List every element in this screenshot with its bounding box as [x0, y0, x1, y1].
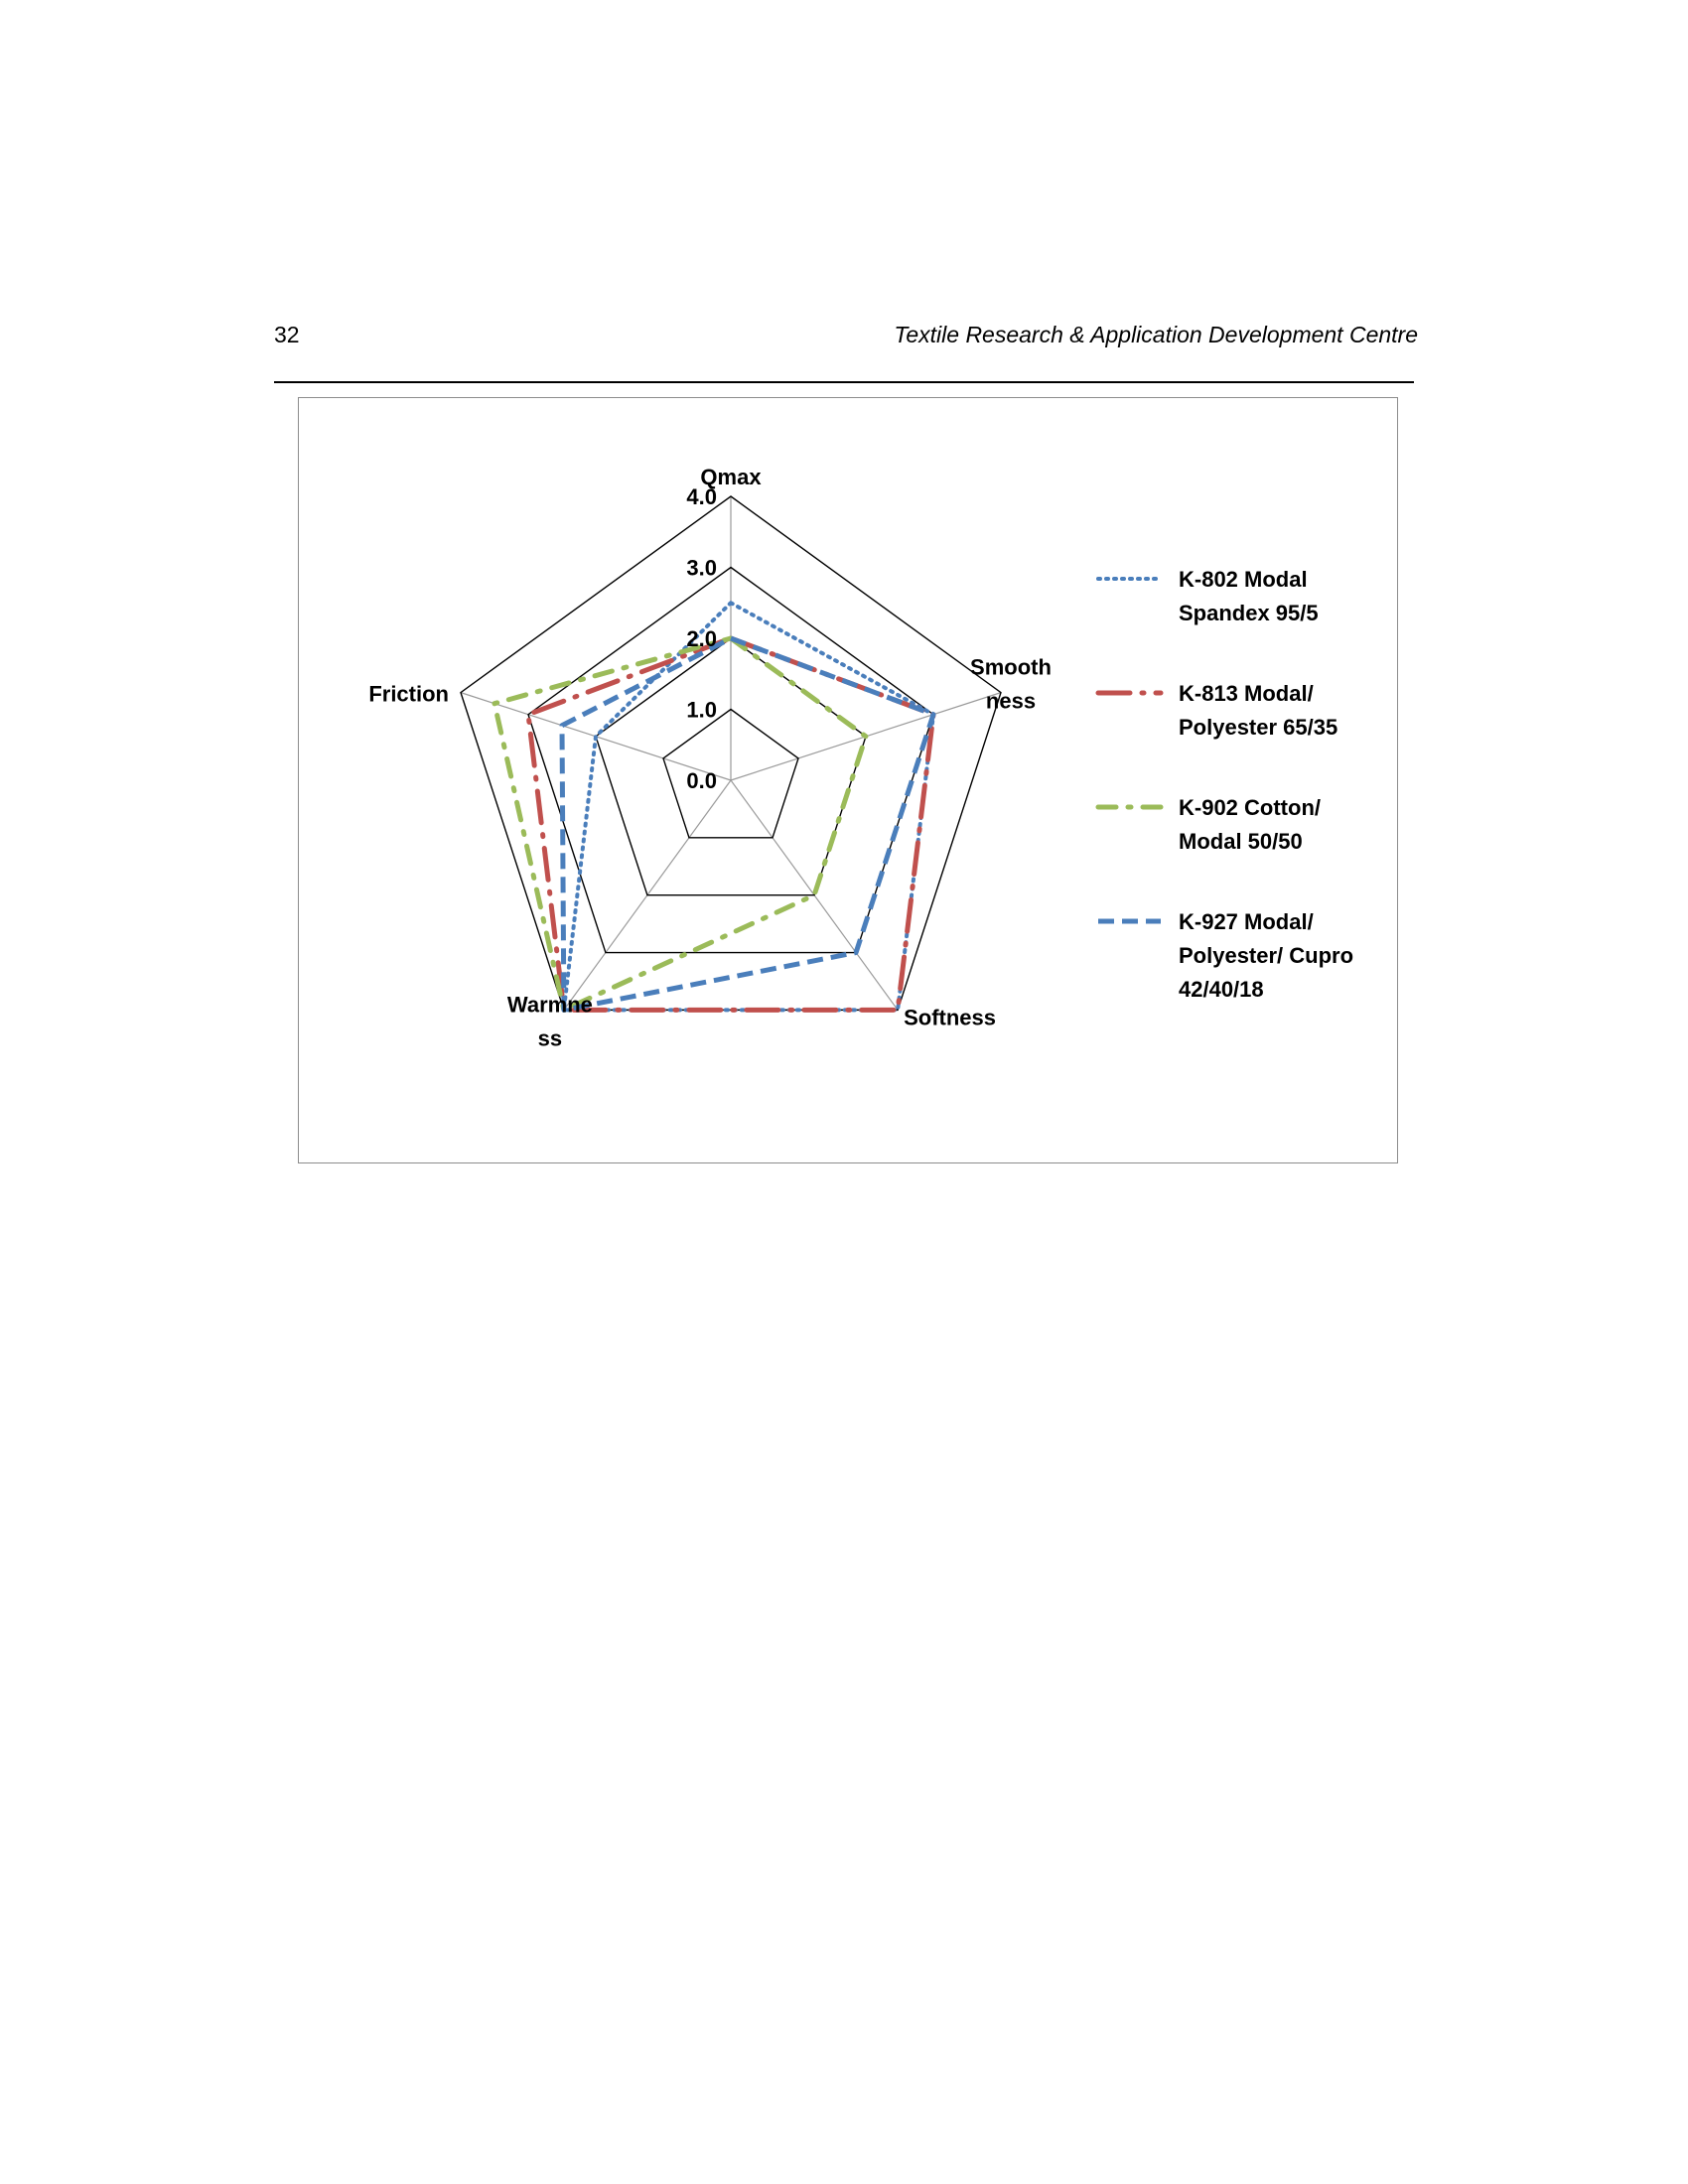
tick-label-0: 0.0: [686, 768, 717, 793]
radar-chart-svg: [299, 398, 1399, 1164]
legend-label-2-line-2: Polyester 65/35: [1179, 715, 1338, 740]
legend-label-4-line-2: Polyester/ Cupro: [1179, 943, 1354, 968]
axis-label-1-line-1: Qmax: [700, 465, 762, 489]
running-header: Textile Research & Application Development Centre: [894, 322, 1418, 347]
legend-label-4-line-3: 42/40/18: [1179, 977, 1264, 1002]
legend-label-3-line-1: K-902 Cotton/: [1179, 795, 1321, 820]
page-number: 32: [274, 322, 300, 347]
axis-label-3-line-1: Softness: [904, 1005, 997, 1030]
series-line-3: [494, 638, 866, 1010]
tick-label-2: 2.0: [686, 626, 717, 651]
tick-label-3: 3.0: [686, 555, 717, 581]
legend-label-1-line-2: Spandex 95/5: [1179, 601, 1319, 625]
axis-label-5-line-1: Friction: [368, 681, 449, 707]
axis-label-2-line-2: ness: [985, 688, 1037, 714]
legend-label-4-line-1: K-927 Modal/: [1179, 909, 1314, 934]
header-rule: [274, 381, 1414, 383]
legend-label-3-line-2: Modal 50/50: [1179, 829, 1303, 854]
series-line-4: [562, 638, 933, 1010]
legend-label-2-line-1: K-813 Modal/: [1179, 681, 1314, 706]
series-line-1: [564, 603, 933, 1010]
legend-label-1-line-1: K-802 Modal: [1179, 567, 1308, 592]
radar-chart: [298, 397, 1398, 1163]
tick-label-4: 4.0: [686, 484, 717, 509]
axis-label-2-line-1: Smooth: [970, 654, 1052, 680]
axis-label-4-line-2: ss: [537, 1025, 563, 1051]
axis-label-4-line-1: Warmne: [506, 992, 593, 1018]
tick-label-1: 1.0: [686, 697, 717, 723]
